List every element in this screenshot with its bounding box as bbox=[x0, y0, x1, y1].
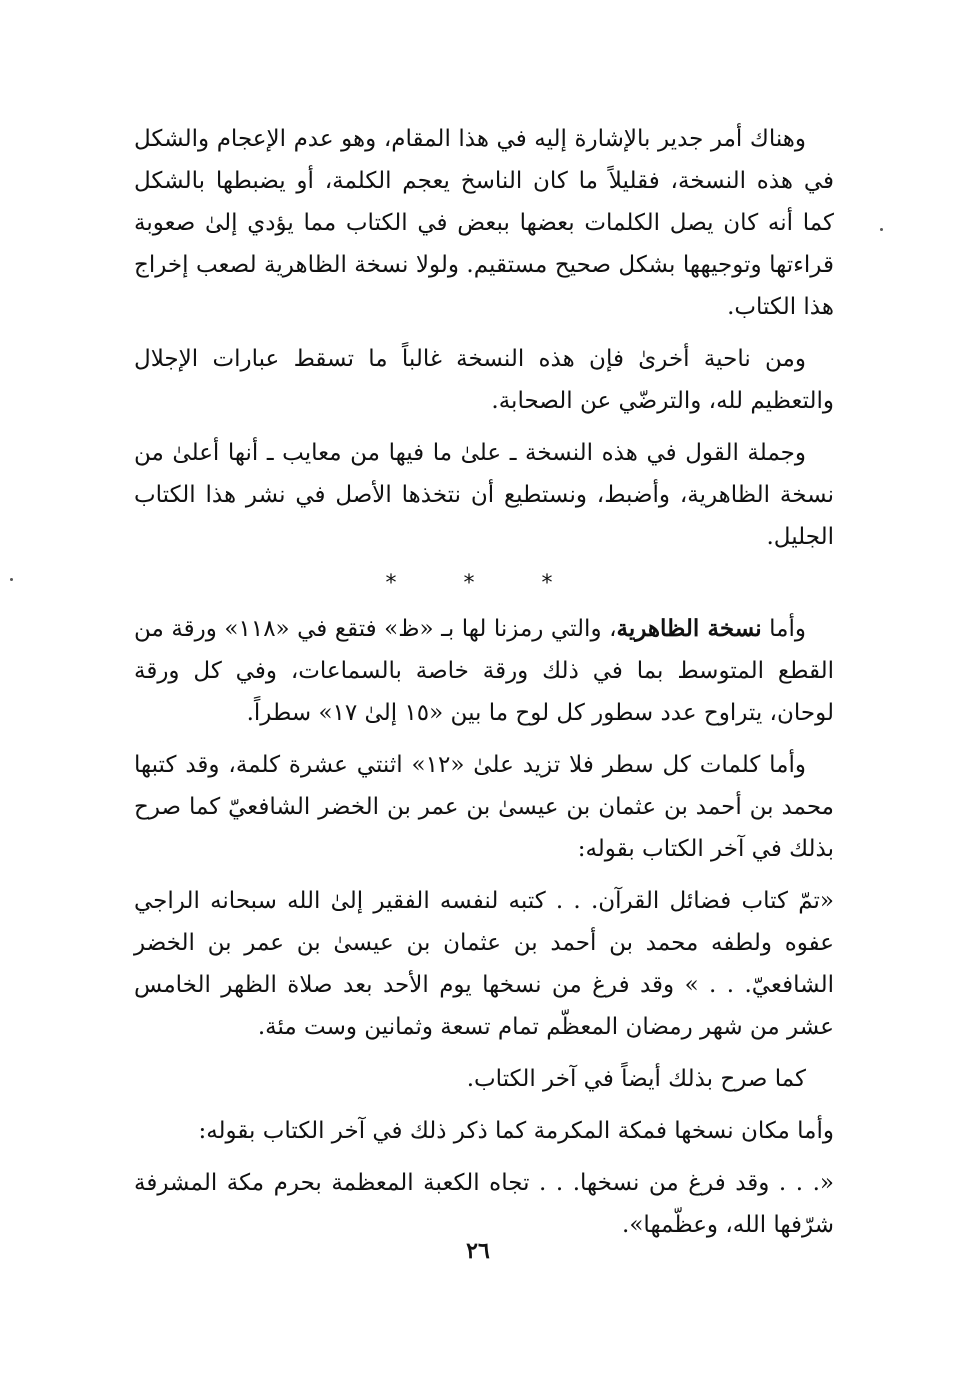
paragraph-zahiriya-description bbox=[134, 608, 834, 734]
zahiriya-heading: نسخة الظاهرية bbox=[616, 615, 762, 642]
zahiriya-lead: وأما bbox=[761, 616, 806, 642]
quote-mecca: «. . . وقد فرغ من نسخها. . . تجاه الكعبة المعظمة بحرم مكة المشرفة شرّفها الله، وعظّمها». bbox=[134, 1170, 834, 1238]
scan-speck bbox=[10, 578, 13, 581]
paragraph-copy-place: وأما مكان نسخها فمكة المكرمة كما ذكر ذلك في آخر الكتاب بقوله: bbox=[198, 1118, 834, 1144]
paragraph-also-stated: كما صرح بذلك أيضاً في آخر الكتاب. bbox=[466, 1066, 806, 1092]
zahiriya-details: ، والتي رمزنا لها بـ «ظ» فتقع في «١١٨» ورقة من القطع المتوسط بما في ذلك ورقة خاصة بالسماعات، وفي كل ورقة لوحان، يتراوح عدد سطور كل لوح ما بين «١٥ إلىٰ ١٧» سطراً. bbox=[134, 616, 834, 726]
quote-colophon: «تمّ كتاب فضائل القرآن. . . كتبه لنفسه الفقير إلىٰ الله سبحانه الراجي عفوه ولطفه محمد بن أحمد بن عثمان بن عيسىٰ بن عمر بن الخضر الشافعيّ. . . » وقد فرغ من نسخها يوم الأحد بعد صلاة الظهر الخامس عشر من شهر رمضان المعظّم تمام تسعة وثمانين وست مئة. bbox=[134, 888, 834, 1040]
scan-speck bbox=[880, 228, 883, 231]
paragraph-honorifics: ومن ناحية أخرىٰ فإن هذه النسخة غالباً ما تسقط عبارات الإجلال والتعظيم لله، والترضّي عن الصحابة. bbox=[134, 346, 834, 414]
paragraph-summary: وجملة القول في هذه النسخة ـ علىٰ ما فيها من معايب ـ أنها أعلىٰ من نسخة الظاهرية، وأضبط، ونستطيع أن نتخذها الأصل في نشر هذا الكتاب الجليل. bbox=[134, 440, 834, 550]
page-number: ٢٦ bbox=[466, 1238, 490, 1264]
paragraph-diacritics: وهناك أمر جدير بالإشارة إليه في هذا المقام، وهو عدم الإعجام والشكل في هذه النسخة، فقليلاً ما كان الناسخ يعجم الكلمة، أو يضبطها بالشكل كما أنه كان يصل الكلمات بعضها ببعض في الكتاب مما يؤدي إلىٰ صعوبة قراءتها وتوجيهها بشكل صحيح مستقيم. ولولا نسخة الظاهرية لصعب إخراج هذا الكتاب. bbox=[134, 126, 834, 320]
section-separator: * * * bbox=[385, 571, 583, 596]
paragraph-scribe: وأما كلمات كل سطر فلا تزيد علىٰ «١٢» اثنتي عشرة كلمة، وقد كتبها محمد بن أحمد بن عثمان بن عيسىٰ بن عمر بن الخضر الشافعيّ كما صرح بذلك في آخر الكتاب بقوله: bbox=[134, 752, 834, 862]
page-body bbox=[134, 118, 834, 1256]
